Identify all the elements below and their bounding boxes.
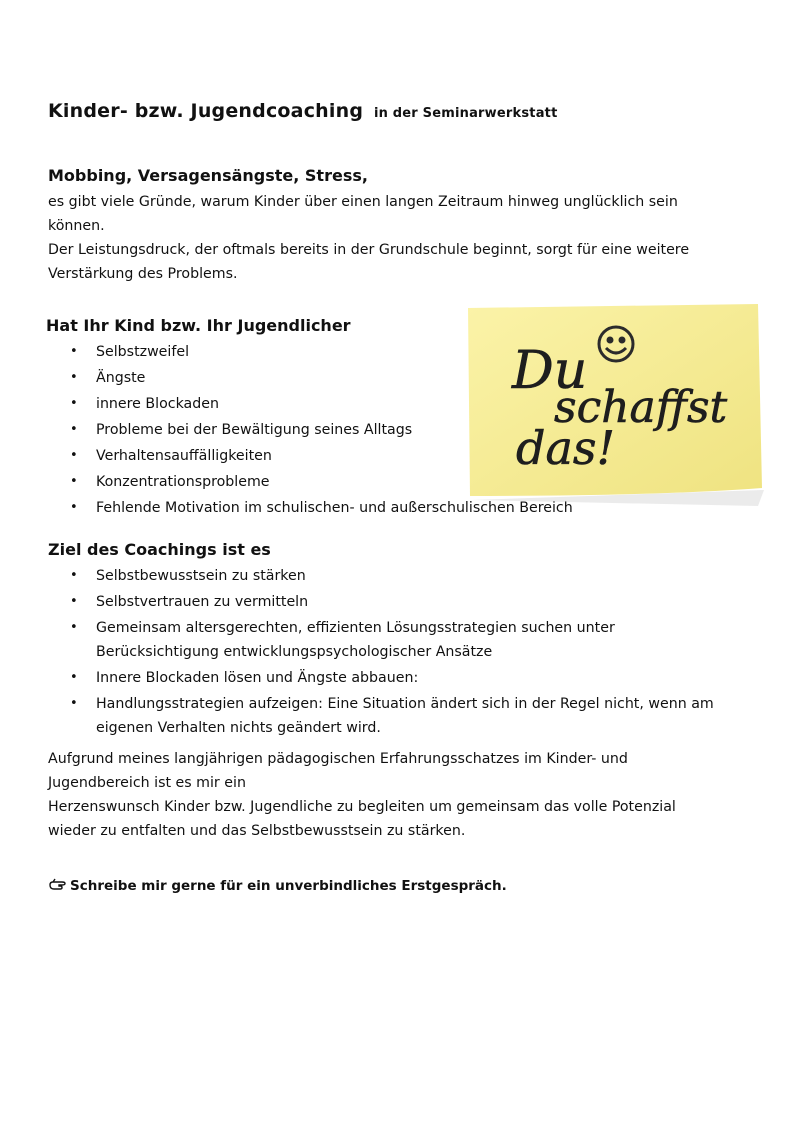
closing-line: Jugendbereich ist es mir ein <box>48 775 246 791</box>
list-item: • Selbstzweifel <box>48 340 573 364</box>
section1-heading: Hat Ihr Kind bzw. Ihr Jugendlicher <box>46 316 351 335</box>
list-item: • Selbstbewusstsein zu stärken <box>48 564 746 588</box>
intro-paragraph <box>48 190 758 286</box>
call-to-action <box>48 876 507 894</box>
section2-heading: Ziel des Coachings ist es <box>48 540 271 559</box>
list-item: • innere Blockaden <box>48 392 573 416</box>
note-line-das: das! <box>516 421 615 475</box>
sticky-note-image <box>458 300 770 512</box>
note-line-schaffst: schaffst <box>554 382 728 433</box>
title-main: Kinder- bzw. Jugendcoaching <box>48 100 364 122</box>
closing-line: wieder zu entfalten und das Selbstbewusstsein zu stärken. <box>48 823 466 839</box>
intro-heading: Mobbing, Versagensängste, Stress, <box>48 166 368 185</box>
page-title <box>48 100 558 122</box>
sticky-note-graphic <box>458 300 770 512</box>
cta-text: Schreibe mir gerne für ein unverbindliches Erstgespräch. <box>70 878 507 894</box>
list-item: • Gemeinsam altersgerechten, effizienten Lösungsstrategien suchen unter Berücksichtigung entwicklungspsychologischer Ansätze <box>48 616 656 664</box>
list-item: • Innere Blockaden lösen und Ängste abbauen: <box>48 666 746 690</box>
list-item: • Verhaltensauffälligkeiten <box>48 444 573 468</box>
list-item: • Konzentrationsprobleme <box>48 470 573 494</box>
list-item: • Selbstvertrauen zu vermitteln <box>48 590 746 614</box>
list-item: • Ängste <box>48 366 573 390</box>
list-item: • Handlungsstrategien aufzeigen: Eine Situation ändert sich in der Regel nicht, wenn am eigenen Verhalten nichts geändert wird. <box>48 692 751 740</box>
list-item: • Fehlende Motivation im schulischen- und außerschulischen Bereich <box>48 496 573 520</box>
intro-line: können. <box>48 218 105 234</box>
intro-line: Der Leistungsdruck, der oftmals bereits in der Grundschule beginnt, sorgt für eine weitere <box>48 242 690 258</box>
closing-line: Aufgrund meines langjährigen pädagogischen Erfahrungsschatzes im Kinder- und <box>48 751 628 767</box>
pointing-hand-icon <box>48 876 68 892</box>
intro-line: Verstärkung des Problems. <box>48 266 238 282</box>
note-line-du: Du <box>512 341 588 401</box>
section2-list <box>48 564 751 742</box>
list-item: • Probleme bei der Bewältigung seines Alltags <box>48 418 573 442</box>
closing-line: Herzenswunsch Kinder bzw. Jugendliche zu begleiten um gemeinsam das volle Potenzial <box>48 799 676 815</box>
intro-line: es gibt viele Gründe, warum Kinder über einen langen Zeitraum hinweg unglücklich sein <box>48 194 678 210</box>
closing-paragraph <box>48 747 758 843</box>
title-sub: in der Seminarwerkstatt <box>373 106 558 121</box>
